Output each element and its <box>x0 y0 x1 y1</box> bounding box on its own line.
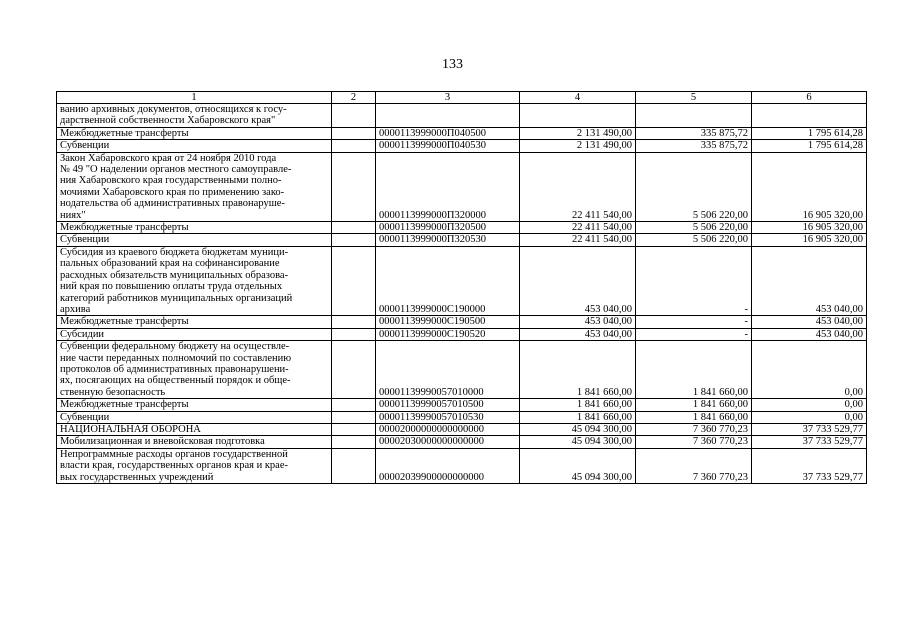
table-row <box>57 436 867 448</box>
unexecuted-amount-cell <box>752 104 867 128</box>
expense-name-line: Закон Хабаровского края от 24 ноября 2010 года <box>60 152 277 164</box>
expense-name-cell <box>57 316 332 328</box>
approved-amount-cell: 453 040,00 <box>520 316 636 328</box>
expense-name-cell <box>57 399 332 411</box>
table-row <box>57 399 867 411</box>
executed-amount-cell <box>636 104 752 128</box>
table-row <box>57 104 867 128</box>
empty-cell <box>332 222 376 234</box>
column-header: 2 <box>332 92 376 104</box>
header-row <box>57 92 867 104</box>
table-row <box>57 341 867 399</box>
empty-cell <box>332 246 376 315</box>
unexecuted-amount-cell: 16 905 320,00 <box>752 152 867 221</box>
executed-amount-cell: 5 506 220,00 <box>636 234 752 246</box>
expense-name-cell <box>57 341 332 399</box>
empty-cell <box>332 399 376 411</box>
table-row <box>57 152 867 221</box>
expense-name-cell <box>57 328 332 340</box>
expense-name-line: НАЦИОНАЛЬНАЯ ОБОРОНА <box>60 423 201 435</box>
approved-amount-cell: 1 841 660,00 <box>520 341 636 399</box>
unexecuted-amount-cell: 16 905 320,00 <box>752 222 867 234</box>
unexecuted-amount-cell: 0,00 <box>752 341 867 399</box>
approved-amount-cell: 22 411 540,00 <box>520 152 636 221</box>
expense-name-line: пальных образований края на софинансирование <box>60 258 280 270</box>
budget-code-cell: 00001139990057010000 <box>376 341 520 399</box>
executed-amount-cell: 5 506 220,00 <box>636 222 752 234</box>
empty-cell <box>332 448 376 483</box>
approved-amount-cell: 45 094 300,00 <box>520 436 636 448</box>
unexecuted-amount-cell: 0,00 <box>752 411 867 423</box>
expense-name-line: Субвенции <box>60 234 110 246</box>
approved-amount-cell: 1 841 660,00 <box>520 411 636 423</box>
expense-name-line: ния Хабаровского края государственными полно- <box>60 175 282 187</box>
budget-code-cell <box>376 104 520 128</box>
expense-name-line: Непрограммные расходы органов государственной <box>60 448 288 460</box>
budget-code-cell: 0000113999000П320000 <box>376 152 520 221</box>
table-row <box>57 234 867 246</box>
budget-code-cell: 0000113999000П320530 <box>376 234 520 246</box>
expense-name-line: нодательства об административных правонаруше- <box>60 198 285 210</box>
empty-cell <box>332 234 376 246</box>
executed-amount-cell: 7 360 770,23 <box>636 423 752 435</box>
budget-code-cell: 0000113999000П040530 <box>376 140 520 152</box>
approved-amount-cell: 22 411 540,00 <box>520 222 636 234</box>
expense-name-cell <box>57 222 332 234</box>
budget-code-cell: 0000113999000С190500 <box>376 316 520 328</box>
expense-name-cell <box>57 127 332 139</box>
expense-name-line: власти края, государственных органов края и крае- <box>60 460 288 472</box>
budget-code-cell: 0000113999000С190520 <box>376 328 520 340</box>
expense-name-line: расходных обязательств муниципальных образова- <box>60 269 289 281</box>
expense-name-cell <box>57 423 332 435</box>
expense-name-line: категорий работников муниципальных организаций <box>60 292 293 304</box>
expense-name-line: ванию архивных документов, относящихся к госу- <box>60 104 287 115</box>
expense-name-line: протоколов об административных правонарушени- <box>60 363 289 375</box>
column-header: 4 <box>520 92 636 104</box>
expense-name-line: вых государственных учреждений <box>60 471 214 483</box>
executed-amount-cell: 1 841 660,00 <box>636 411 752 423</box>
approved-amount-cell: 2 131 490,00 <box>520 140 636 152</box>
empty-cell <box>332 140 376 152</box>
table-row <box>57 127 867 139</box>
empty-cell <box>332 411 376 423</box>
empty-cell <box>332 328 376 340</box>
table-row <box>57 140 867 152</box>
expense-name-cell <box>57 246 332 315</box>
expense-name-line: Межбюджетные трансферты <box>60 316 189 328</box>
table-row <box>57 328 867 340</box>
empty-cell <box>332 423 376 435</box>
empty-cell <box>332 104 376 128</box>
page-number: 133 <box>442 57 463 72</box>
table-row <box>57 222 867 234</box>
column-header: 6 <box>752 92 867 104</box>
table-row <box>57 246 867 315</box>
budget-code-cell: 0000113999000С190000 <box>376 246 520 315</box>
empty-cell <box>332 341 376 399</box>
expense-name-line: дарственной собственности Хабаровского края" <box>60 115 276 127</box>
budget-code-cell: 00002030000000000000 <box>376 436 520 448</box>
expense-name-cell <box>57 234 332 246</box>
unexecuted-amount-cell: 37 733 529,77 <box>752 423 867 435</box>
table-row <box>57 411 867 423</box>
executed-amount-cell: - <box>636 246 752 315</box>
executed-amount-cell: - <box>636 328 752 340</box>
table-row <box>57 423 867 435</box>
budget-code-cell: 0000113999000П040500 <box>376 127 520 139</box>
table-row <box>57 448 867 483</box>
expense-name-line: мочиями Хабаровского края по применению зако- <box>60 186 285 198</box>
approved-amount-cell: 2 131 490,00 <box>520 127 636 139</box>
empty-cell <box>332 152 376 221</box>
approved-amount-cell: 45 094 300,00 <box>520 423 636 435</box>
empty-cell <box>332 127 376 139</box>
expense-name-line: ние части переданных полномочий по составлению <box>60 352 292 364</box>
unexecuted-amount-cell: 37 733 529,77 <box>752 448 867 483</box>
unexecuted-amount-cell: 453 040,00 <box>752 246 867 315</box>
executed-amount-cell: - <box>636 316 752 328</box>
budget-code-cell: 00001139990057010500 <box>376 399 520 411</box>
unexecuted-amount-cell: 16 905 320,00 <box>752 234 867 246</box>
expense-name-line: Субвенции федеральному бюджету на осуществле- <box>60 341 290 353</box>
expense-name-line: Межбюджетные трансферты <box>60 222 189 234</box>
unexecuted-amount-cell: 0,00 <box>752 399 867 411</box>
approved-amount-cell: 22 411 540,00 <box>520 234 636 246</box>
expense-name-cell <box>57 448 332 483</box>
unexecuted-amount-cell: 453 040,00 <box>752 328 867 340</box>
expense-name-cell <box>57 104 332 128</box>
approved-amount-cell: 453 040,00 <box>520 328 636 340</box>
column-header: 3 <box>376 92 520 104</box>
approved-amount-cell: 453 040,00 <box>520 246 636 315</box>
expense-name-cell <box>57 411 332 423</box>
budget-code-cell: 0000113999000П320500 <box>376 222 520 234</box>
empty-cell <box>332 316 376 328</box>
approved-amount-cell: 45 094 300,00 <box>520 448 636 483</box>
executed-amount-cell: 5 506 220,00 <box>636 152 752 221</box>
column-header: 5 <box>636 92 752 104</box>
expense-name-line: Субсидии <box>60 328 105 340</box>
expense-name-line: Субвенции <box>60 411 110 423</box>
budget-code-cell: 00002039900000000000 <box>376 448 520 483</box>
expense-name-cell <box>57 436 332 448</box>
executed-amount-cell: 1 841 660,00 <box>636 399 752 411</box>
expense-name-cell <box>57 152 332 221</box>
expense-name-line: Межбюджетные трансферты <box>60 399 189 411</box>
expense-name-line: Мобилизационная и вневойсковая подготовка <box>60 436 265 448</box>
executed-amount-cell: 1 841 660,00 <box>636 341 752 399</box>
expense-name-line: № 49 "О наделении органов местного самоуправле- <box>60 164 292 176</box>
expense-name-line: Субсидия из краевого бюджета бюджетам муници- <box>60 246 289 258</box>
expense-name-line: ний края по повышению оплаты труда отдельных <box>60 281 283 293</box>
column-header: 1 <box>57 92 332 104</box>
unexecuted-amount-cell: 1 795 614,28 <box>752 140 867 152</box>
table-row <box>57 316 867 328</box>
expense-name-line: ях, посягающих на общественный порядок и обще- <box>60 375 291 387</box>
budget-code-cell: 00002000000000000000 <box>376 423 520 435</box>
expense-name-line: Межбюджетные трансферты <box>60 127 189 139</box>
expense-name-line: архива <box>60 303 91 315</box>
executed-amount-cell: 7 360 770,23 <box>636 436 752 448</box>
budget-code-cell: 00001139990057010530 <box>376 411 520 423</box>
expense-name-line: ственную безопасность <box>60 386 166 398</box>
expense-name-line: ниях" <box>60 209 86 221</box>
expense-name-line: Субвенции <box>60 140 110 152</box>
approved-amount-cell: 1 841 660,00 <box>520 399 636 411</box>
budget-table <box>56 91 867 484</box>
executed-amount-cell: 335 875,72 <box>636 140 752 152</box>
empty-cell <box>332 436 376 448</box>
executed-amount-cell: 7 360 770,23 <box>636 448 752 483</box>
approved-amount-cell <box>520 104 636 128</box>
executed-amount-cell: 335 875,72 <box>636 127 752 139</box>
unexecuted-amount-cell: 37 733 529,77 <box>752 436 867 448</box>
unexecuted-amount-cell: 1 795 614,28 <box>752 127 867 139</box>
unexecuted-amount-cell: 453 040,00 <box>752 316 867 328</box>
expense-name-cell <box>57 140 332 152</box>
